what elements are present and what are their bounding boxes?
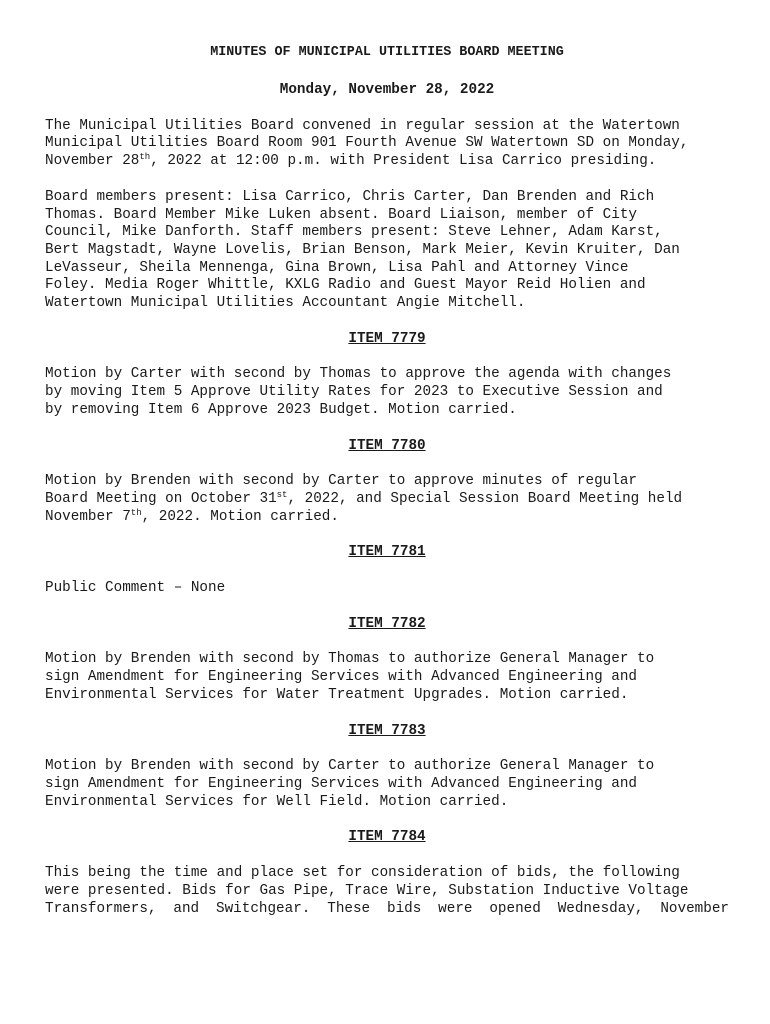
item-heading: ITEM 7781	[348, 544, 426, 561]
item-line: were presented. Bids for Gas Pipe, Trace Wire, Substation Inductive Voltage	[45, 882, 689, 899]
item-text: , 2022, and Special Session Board Meeting held	[287, 490, 683, 507]
item-heading: ITEM 7782	[348, 615, 426, 632]
attendance-line: Board members present: Lisa Carrico, Chris Carter, Dan Brenden and Rich	[45, 188, 655, 205]
item-paragraph	[45, 758, 729, 811]
item-paragraph	[45, 473, 729, 526]
item-line: Motion by Carter with second by Thomas to approve the agenda with changes	[45, 366, 672, 383]
document-page	[45, 44, 729, 936]
item-heading: ITEM 7784	[348, 829, 426, 846]
item-line: by removing Item 6 Approve 2023 Budget. Motion carried.	[45, 401, 517, 418]
item-heading: ITEM 7783	[348, 722, 426, 739]
attendance-paragraph	[45, 189, 729, 313]
attendance-line: Watertown Municipal Utilities Accountant Angie Mitchell.	[45, 295, 526, 312]
item-paragraph	[45, 366, 729, 419]
item-line: Motion by Brenden with second by Thomas to authorize General Manager to	[45, 651, 655, 668]
intro-text: November 28	[45, 153, 140, 170]
item-heading: ITEM 7779	[348, 330, 426, 347]
item-text: Board Meeting on October 31	[45, 490, 277, 507]
item-line: Transformers, and Switchgear. These bids were opened Wednesday, November	[45, 900, 729, 917]
attendance-line: Bert Magstadt, Wayne Lovelis, Brian Benson, Mark Meier, Kevin Kruiter, Dan	[45, 241, 680, 258]
item-line: Environmental Services for Water Treatment Upgrades. Motion carried.	[45, 686, 629, 703]
ordinal-suffix: st	[276, 489, 288, 500]
item-paragraph	[45, 865, 729, 918]
ordinal-suffix: th	[139, 152, 151, 163]
item-paragraph	[45, 580, 729, 598]
ordinal-suffix: th	[130, 507, 142, 518]
item-text: , 2022. Motion carried.	[141, 508, 339, 525]
item-line	[45, 509, 729, 527]
intro-text: , 2022 at 12:00 p.m. with President Lisa Carrico presiding.	[150, 153, 657, 170]
document-title: MINUTES OF MUNICIPAL UTILITIES BOARD MEETING	[210, 45, 564, 60]
item-paragraph	[45, 651, 729, 704]
intro-line: Municipal Utilities Board Room 901 Fourth Avenue SW Watertown SD on Monday,	[45, 135, 689, 152]
attendance-line: LeVasseur, Sheila Mennenga, Gina Brown, Lisa Pahl and Attorney Vince	[45, 259, 629, 276]
item-heading: ITEM 7780	[348, 437, 426, 454]
meeting-date: Monday, November 28, 2022	[279, 82, 495, 98]
intro-paragraph	[45, 118, 729, 171]
item-line: by moving Item 5 Approve Utility Rates for 2023 to Executive Session and	[45, 384, 663, 401]
item-line: sign Amendment for Engineering Services with Advanced Engineering and	[45, 775, 637, 792]
item-line: Motion by Brenden with second by Carter to authorize General Manager to	[45, 758, 655, 775]
intro-line: The Municipal Utilities Board convened in regular session at the Watertown	[45, 117, 680, 134]
item-line: Motion by Brenden with second by Carter to approve minutes of regular	[45, 473, 637, 490]
item-line: Environmental Services for Well Field. Motion carried.	[45, 793, 509, 810]
item-line	[45, 491, 729, 509]
item-text: November 7	[45, 508, 131, 525]
item-line: Public Comment – None	[45, 580, 226, 597]
attendance-line: Foley. Media Roger Whittle, KXLG Radio and Guest Mayor Reid Holien and	[45, 277, 646, 294]
attendance-line: Council, Mike Danforth. Staff members present: Steve Lehner, Adam Karst,	[45, 224, 663, 241]
item-line: sign Amendment for Engineering Services with Advanced Engineering and	[45, 669, 637, 686]
attendance-line: Thomas. Board Member Mike Luken absent. Board Liaison, member of City	[45, 206, 637, 223]
item-line: This being the time and place set for consideration of bids, the following	[45, 865, 680, 882]
intro-line	[45, 153, 729, 171]
